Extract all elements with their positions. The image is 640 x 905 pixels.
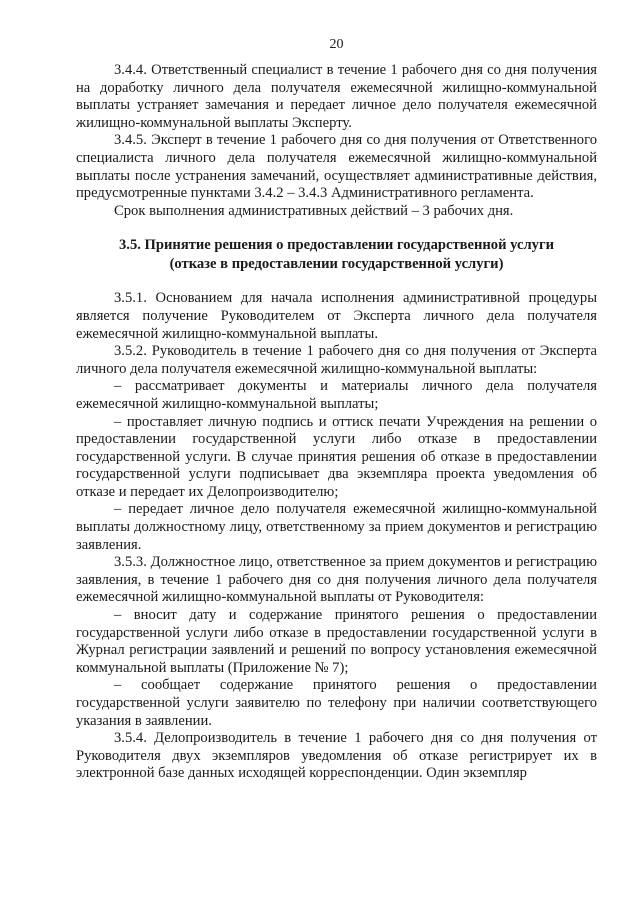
paragraph-3-5-1: 3.5.1. Основанием для начала исполнения административной процедуры является получение Руководителем от Эксперта личного дела получателя ежемесячной жилищно-коммунальной выплаты.	[76, 290, 597, 342]
section-title-line-2: (отказе в предоставлении государственной услуги)	[169, 256, 504, 273]
list-item-review-documents: – рассматривает документы и материалы личного дела получателя ежемесячной жилищно-коммунальной выплаты;	[76, 378, 597, 412]
list-item-sign-decision: – проставляет личную подпись и оттиск печати Учреждения на решении о предоставлении государственной услуги либо отказе в предоставлении государственной услуги. В случае принятия решения об отказе в предоставлении государственной услуги подписывает два экземпляра проекта уведомления об отказе и передает их Делопроизводителю;	[76, 413, 597, 500]
paragraph-3-5-3: 3.5.3. Должностное лицо, ответственное за прием документов и регистрацию заявления, в течение 1 рабочего дня со дня получения личного дела получателя ежемесячной жилищно-коммунальной выплаты от Руководителя:	[76, 554, 597, 606]
paragraph-3-5-2: 3.5.2. Руководитель в течение 1 рабочего дня со дня получения от Эксперта личного дела получателя ежемесячной жилищно-коммунальной выплаты:	[76, 343, 597, 377]
page-number: 20	[329, 37, 344, 52]
section-title-line-1: 3.5. Принятие решения о предоставлении государственной услуги	[119, 237, 554, 254]
paragraph-deadline: Срок выполнения административных действий – 3 рабочих дня.	[114, 202, 514, 219]
paragraph-3-4-4: 3.4.4. Ответственный специалист в течение 1 рабочего дня со дня получения на доработку личного дела получателя ежемесячной жилищно-коммунальной выплаты устраняет замечания и передает личное дело получателя ежемесячной жилищно-коммунальной выплаты Эксперту.	[76, 62, 597, 131]
list-item-inform-applicant: – сообщает содержание принятого решения о предоставлении государственной услуги заявителю по телефону при наличии соответствующего указания в заявлении.	[76, 677, 597, 729]
section-title-3-5	[76, 236, 597, 274]
document-page	[76, 36, 597, 783]
paragraph-3-4-5: 3.4.5. Эксперт в течение 1 рабочего дня со дня получения от Ответственного специалиста личного дела получателя ежемесячной жилищно-коммунальной выплаты после устранения замечаний, осуществляет административные действия, предусмотренные пунктами 3.4.2 – 3.4.3 Административного регламента.	[76, 132, 597, 202]
list-item-transfer-file: – передает личное дело получателя ежемесячной жилищно-коммунальной выплаты должностному лицу, ответственному за прием документов и регистрацию заявления.	[76, 501, 597, 553]
list-item-record-decision: – вносит дату и содержание принятого решения о предоставлении государственной услуги либо отказе в предоставлении государственной услуги в Журнал регистрации заявлений и решений по вопросу установления ежемесячной коммунальной выплаты (Приложение № 7);	[76, 607, 597, 676]
paragraph-3-5-4: 3.5.4. Делопроизводитель в течение 1 рабочего дня со дня получения от Руководителя двух экземпляров уведомления об отказе регистрирует их в электронной базе данных исходящей корреспонденции. Один экземпляр	[76, 730, 597, 782]
